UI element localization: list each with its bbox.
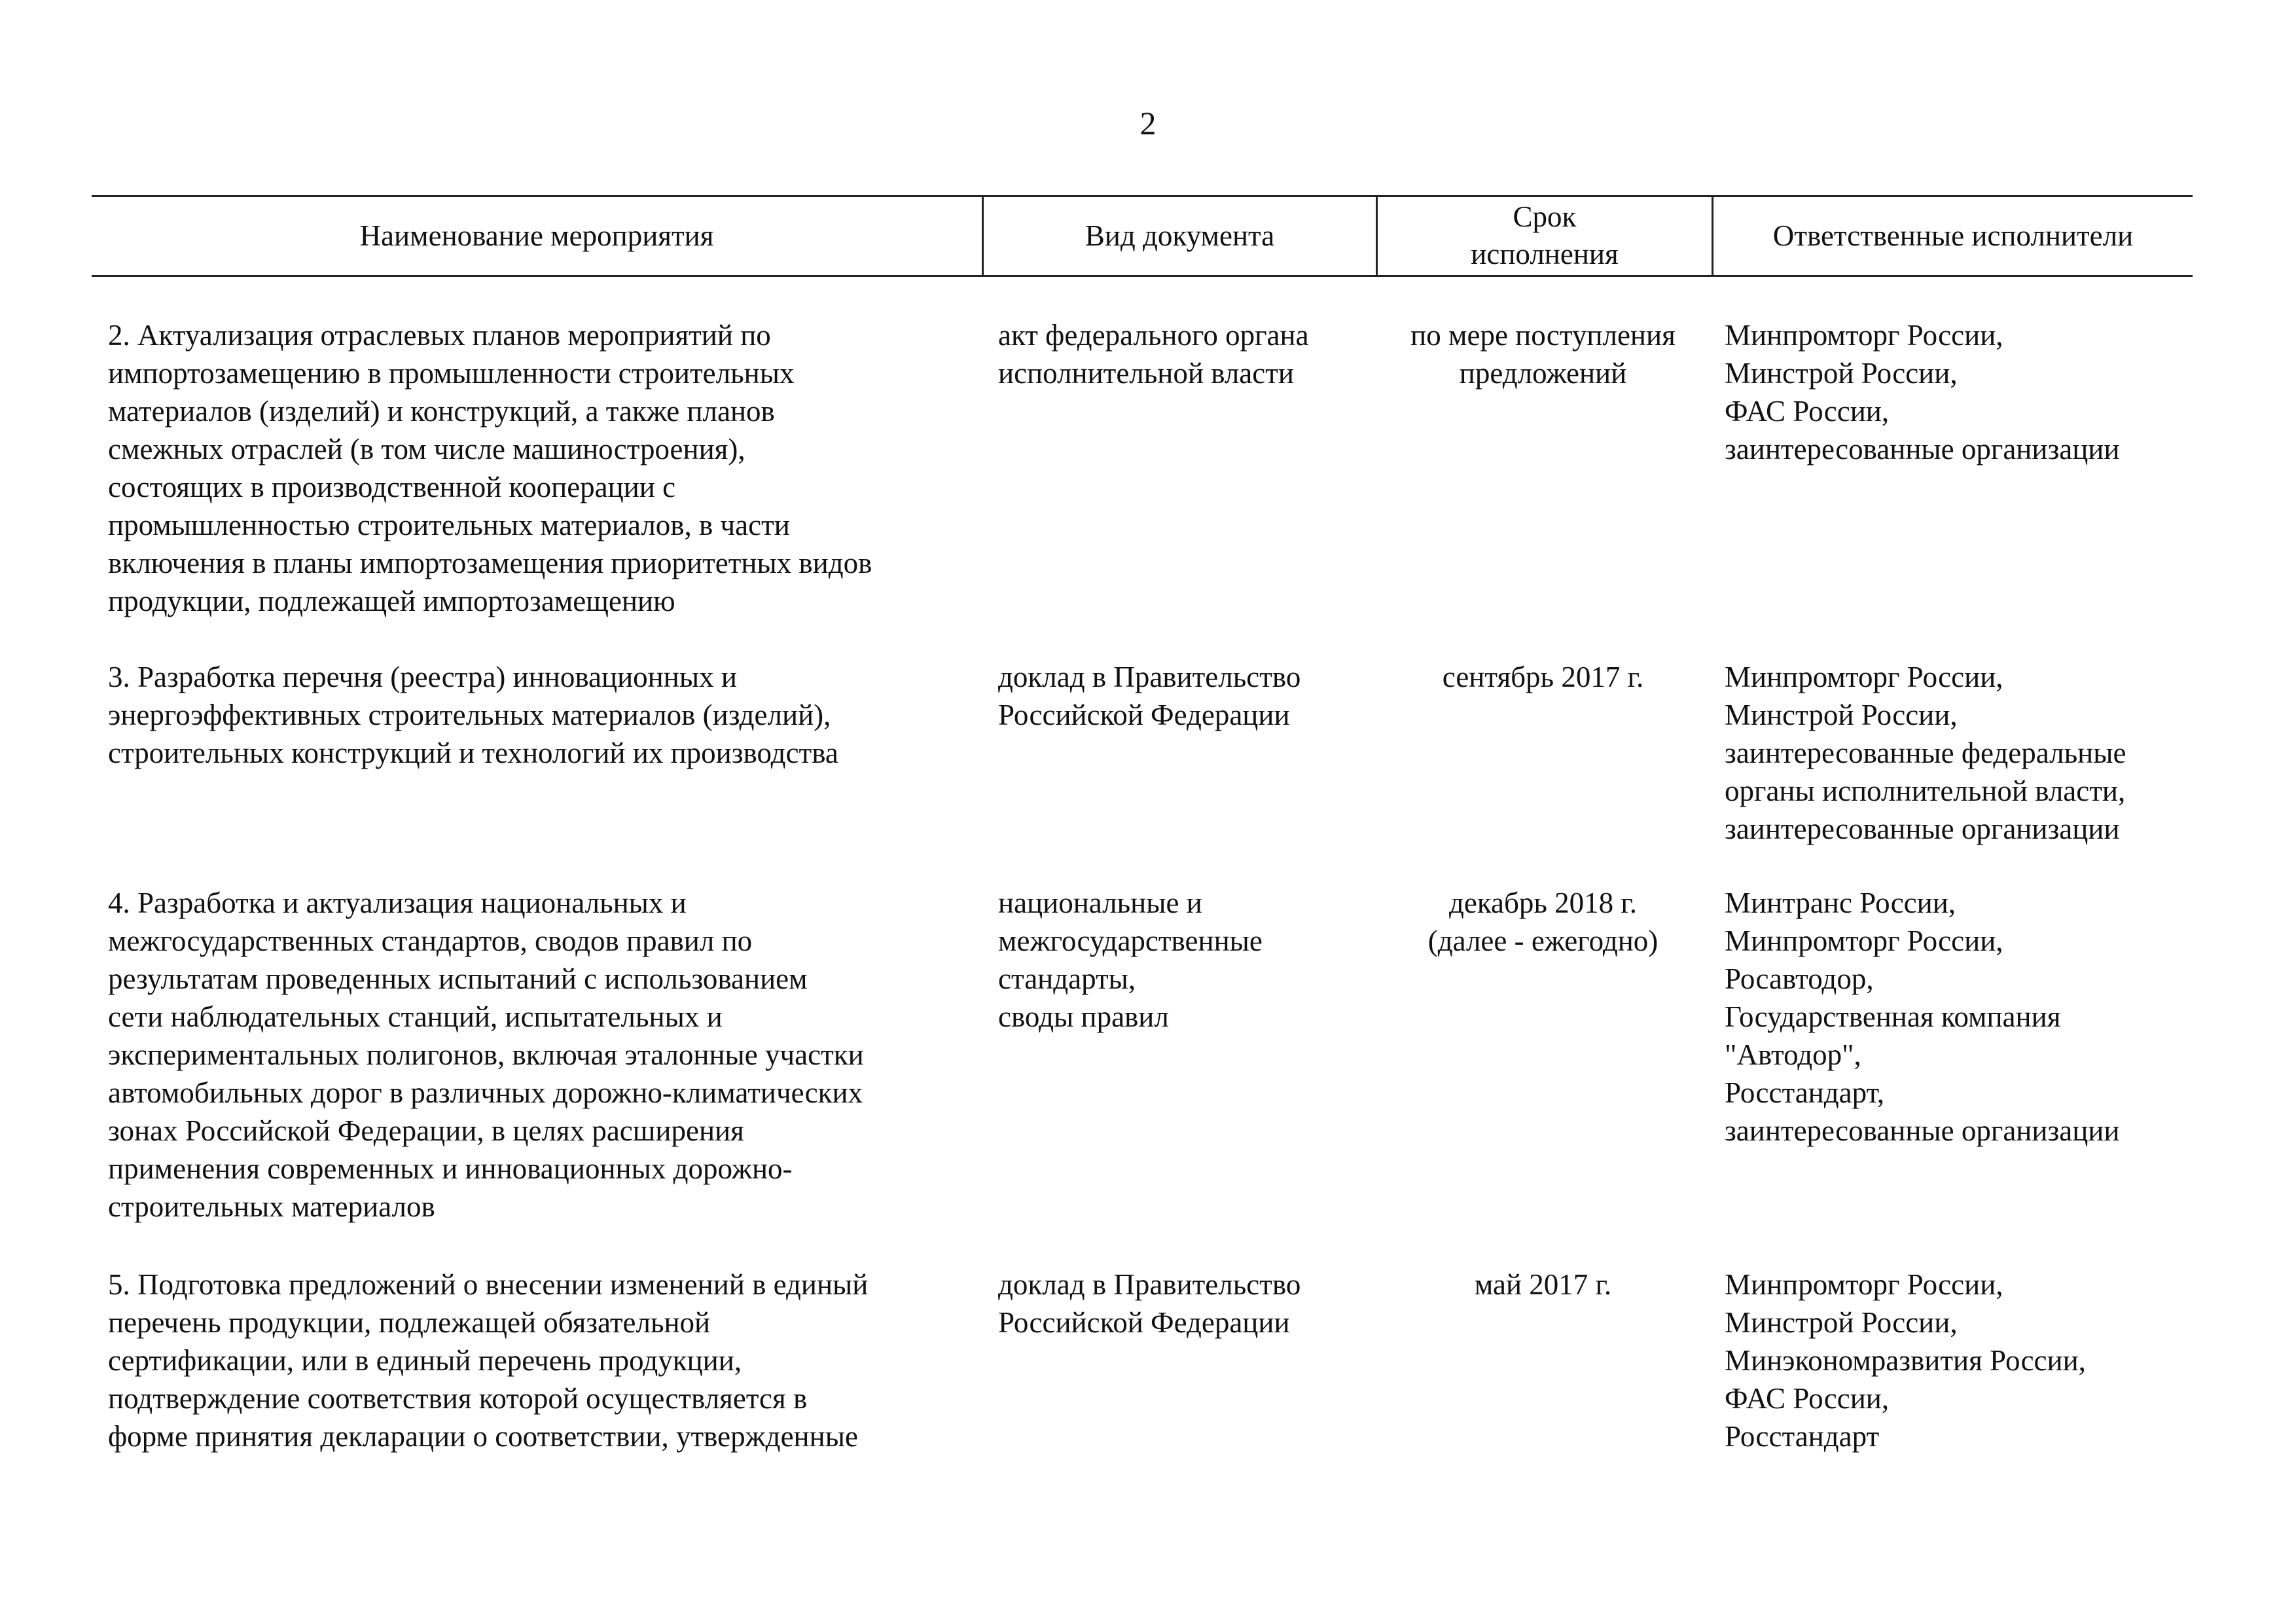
row-5-deadline: май 2017 г. (1474, 1268, 1612, 1301)
header-document-type (984, 196, 1376, 275)
row-4-event-name: 4. Разработка и актуализация национальных и межгосударственных стандартов, сводов правил по результатам проведенных испытаний с использованием сети наблюдательных станций, испытательных и экспериментальных полигонов, включая эталонные участки автомобильных дорог в различных дорожно-климатических зонах Российской Федерации, в целях расширения применения современных и инновационных дорожно- строительных материалов (108, 886, 864, 1223)
page-number: 2 (1139, 105, 1157, 141)
row-2-responsible: Минпромторг России, Минстрой России, ФАС России, заинтересованные организации (1725, 319, 2120, 465)
header-deadline (1378, 196, 1712, 275)
row-4-deadline: декабрь 2018 г. (далее - ежегодно) (1427, 886, 1659, 957)
row-3-responsible: Минпромторг России, Минстрой России, заинтересованные федеральные органы исполнительной власти, заинтересованные организации (1725, 661, 2126, 845)
header-label: Наименование мероприятия (359, 219, 714, 252)
row-5-document-type: доклад в Правительство Российской Федерации (998, 1268, 1301, 1339)
row-2-event-name: 2. Актуализация отраслевых планов мероприятий по импортозамещению в промышленности строительных материалов (изделий) и конструкций, а также планов смежных отраслей (в том числе машиностроения), состоящих в производственной кооперации с промышленностью строительных материалов, в части включения в планы импортозамещения приоритетных видов продукции, подлежащей импортозамещению (108, 319, 872, 617)
header-label: Срок исполнения (1471, 200, 1619, 270)
row-2-document-type: акт федерального органа исполнительной власти (998, 319, 1309, 390)
row-4-responsible: Минтранс России, Минпромторг России, Росавтодор, Государственная компания "Автодор", Росстандарт, заинтересованные организации (1725, 886, 2120, 1147)
table-header-bottom-rule (92, 275, 2193, 277)
row-3-deadline: сентябрь 2017 г. (1442, 661, 1644, 693)
row-4-document-type: национальные и межгосударственные стандарты, своды правил (998, 886, 1263, 1033)
header-responsible (1713, 196, 2193, 275)
row-3-document-type: доклад в Правительство Российской Федерации (998, 661, 1301, 731)
row-3-event-name: 3. Разработка перечня (реестра) инновационных и энергоэффективных строительных материалов (изделий), строительных конструкций и технологий их производства (108, 661, 838, 769)
row-5-responsible: Минпромторг России, Минстрой России, Минэкономразвития России, ФАС России, Росстандарт (1725, 1268, 2086, 1453)
row-2-deadline: по мере поступления предложений (1410, 319, 1676, 390)
row-5-event-name: 5. Подготовка предложений о внесении изменений в единый перечень продукции, подлежащей обязательной сертификации, или в единый перечень продукции, подтверждение соответствия которой осуществляется в форме принятия декларации о соответствии, утвержденные (108, 1268, 869, 1453)
header-label: Ответственные исполнители (1772, 219, 2134, 252)
header-event-name (92, 196, 982, 275)
header-label: Вид документа (1085, 219, 1275, 252)
